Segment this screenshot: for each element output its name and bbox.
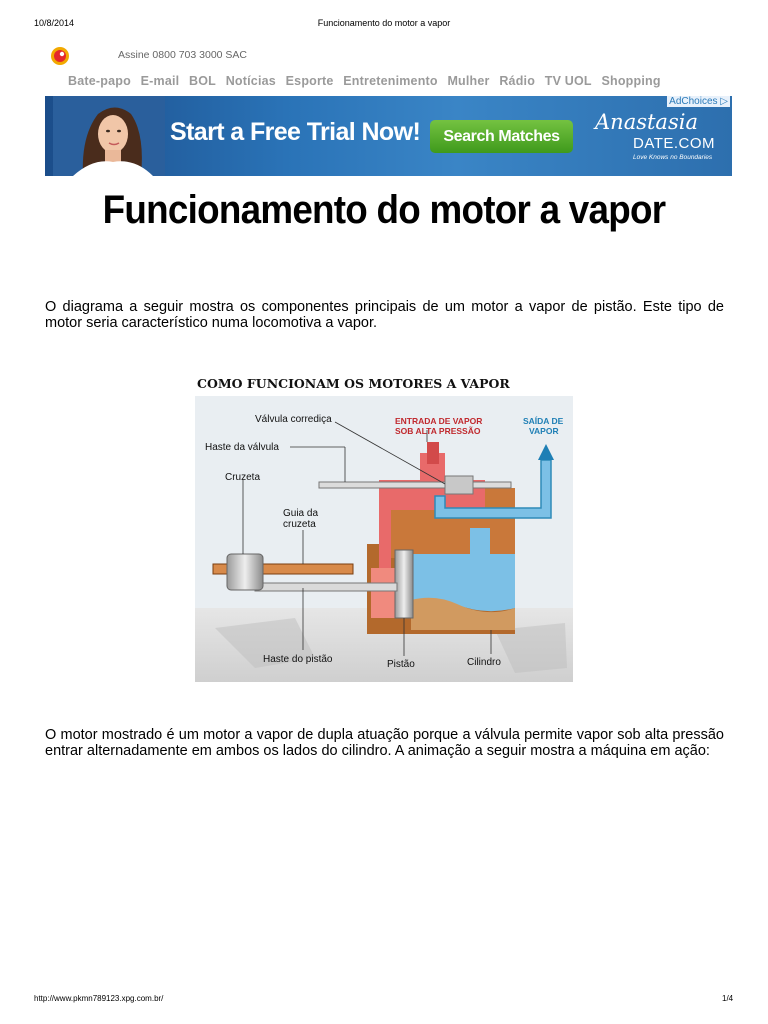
ad-woman-image xyxy=(53,96,165,176)
nav-link[interactable]: BOL xyxy=(189,74,217,88)
label-haste-pistao: Haste do pistão xyxy=(263,654,333,665)
print-page-number: 1/4 xyxy=(722,994,734,1003)
label-cruzeta: Cruzeta xyxy=(225,472,261,483)
label-entrada-2: SOB ALTA PRESSÃO xyxy=(395,426,481,436)
print-url: http://www.pkmn789123.xpg.com.br/ xyxy=(34,994,164,1003)
steam-engine-diagram xyxy=(195,368,573,682)
label-haste-valvula: Haste da válvula xyxy=(205,442,279,453)
nav-link[interactable]: Rádio xyxy=(499,74,536,88)
diagram-heading: COMO FUNCIONAM OS MOTORES A VAPOR xyxy=(197,376,510,391)
search-matches-button[interactable]: Search Matches xyxy=(430,120,573,153)
adchoices-link[interactable] xyxy=(667,96,730,107)
adchoices-icon: ▷ xyxy=(720,96,728,107)
brand-script: Anastasia xyxy=(595,110,698,134)
print-header-title: Funcionamento do motor a vapor xyxy=(317,18,451,28)
label-saida-1: SAÍDA DE xyxy=(523,416,564,426)
label-saida-2: VAPOR xyxy=(529,426,559,436)
assine-sac-text: Assine 0800 703 3000 SAC xyxy=(118,49,248,61)
top-nav xyxy=(68,74,667,88)
nav-link[interactable]: Bate-papo xyxy=(68,74,131,88)
brand-tagline: Love Knows no Boundaries xyxy=(633,154,713,161)
double-action-paragraph: O motor mostrado é um motor a vapor de dupla atuação porque a válvula permite vapor sob alta pressão entrar alternadamente em ambos os lados do cilindro. A animação a seguir mostra a máquina em ação: xyxy=(45,727,724,759)
anastasia-date-logo[interactable] xyxy=(595,110,730,166)
nav-link[interactable]: E-mail xyxy=(140,74,180,88)
page-title: Funcionamento do motor a vapor xyxy=(102,188,666,232)
ad-banner[interactable] xyxy=(45,96,732,176)
nav-link[interactable]: Entretenimento xyxy=(343,74,438,88)
nav-link[interactable]: Shopping xyxy=(601,74,661,88)
brand-date: DATE.COM xyxy=(633,135,716,152)
label-cilindro: Cilindro xyxy=(467,657,501,668)
label-valvula-corredica: Válvula corrediça xyxy=(255,414,332,425)
nav-link[interactable]: Mulher xyxy=(447,74,490,88)
print-date: 10/8/2014 xyxy=(34,18,75,28)
nav-link[interactable]: Notícias xyxy=(225,74,276,88)
label-entrada-1: ENTRADA DE VAPOR xyxy=(395,416,483,426)
intro-paragraph: O diagrama a seguir mostra os componentes principais de um motor a vapor de pistão. Este tipo de motor seria característico numa locomotiva a vapor. xyxy=(45,299,724,331)
adchoices-label: AdChoices xyxy=(669,96,718,107)
uol-logo[interactable] xyxy=(50,46,70,66)
nav-link[interactable]: Esporte xyxy=(285,74,334,88)
label-guia-1: Guia da xyxy=(283,508,319,519)
nav-link[interactable]: TV UOL xyxy=(544,74,592,88)
ad-headline[interactable]: Start a Free Trial Now! xyxy=(170,118,421,146)
label-guia-2: cruzeta xyxy=(283,519,316,530)
label-pistao: Pistão xyxy=(387,659,415,670)
